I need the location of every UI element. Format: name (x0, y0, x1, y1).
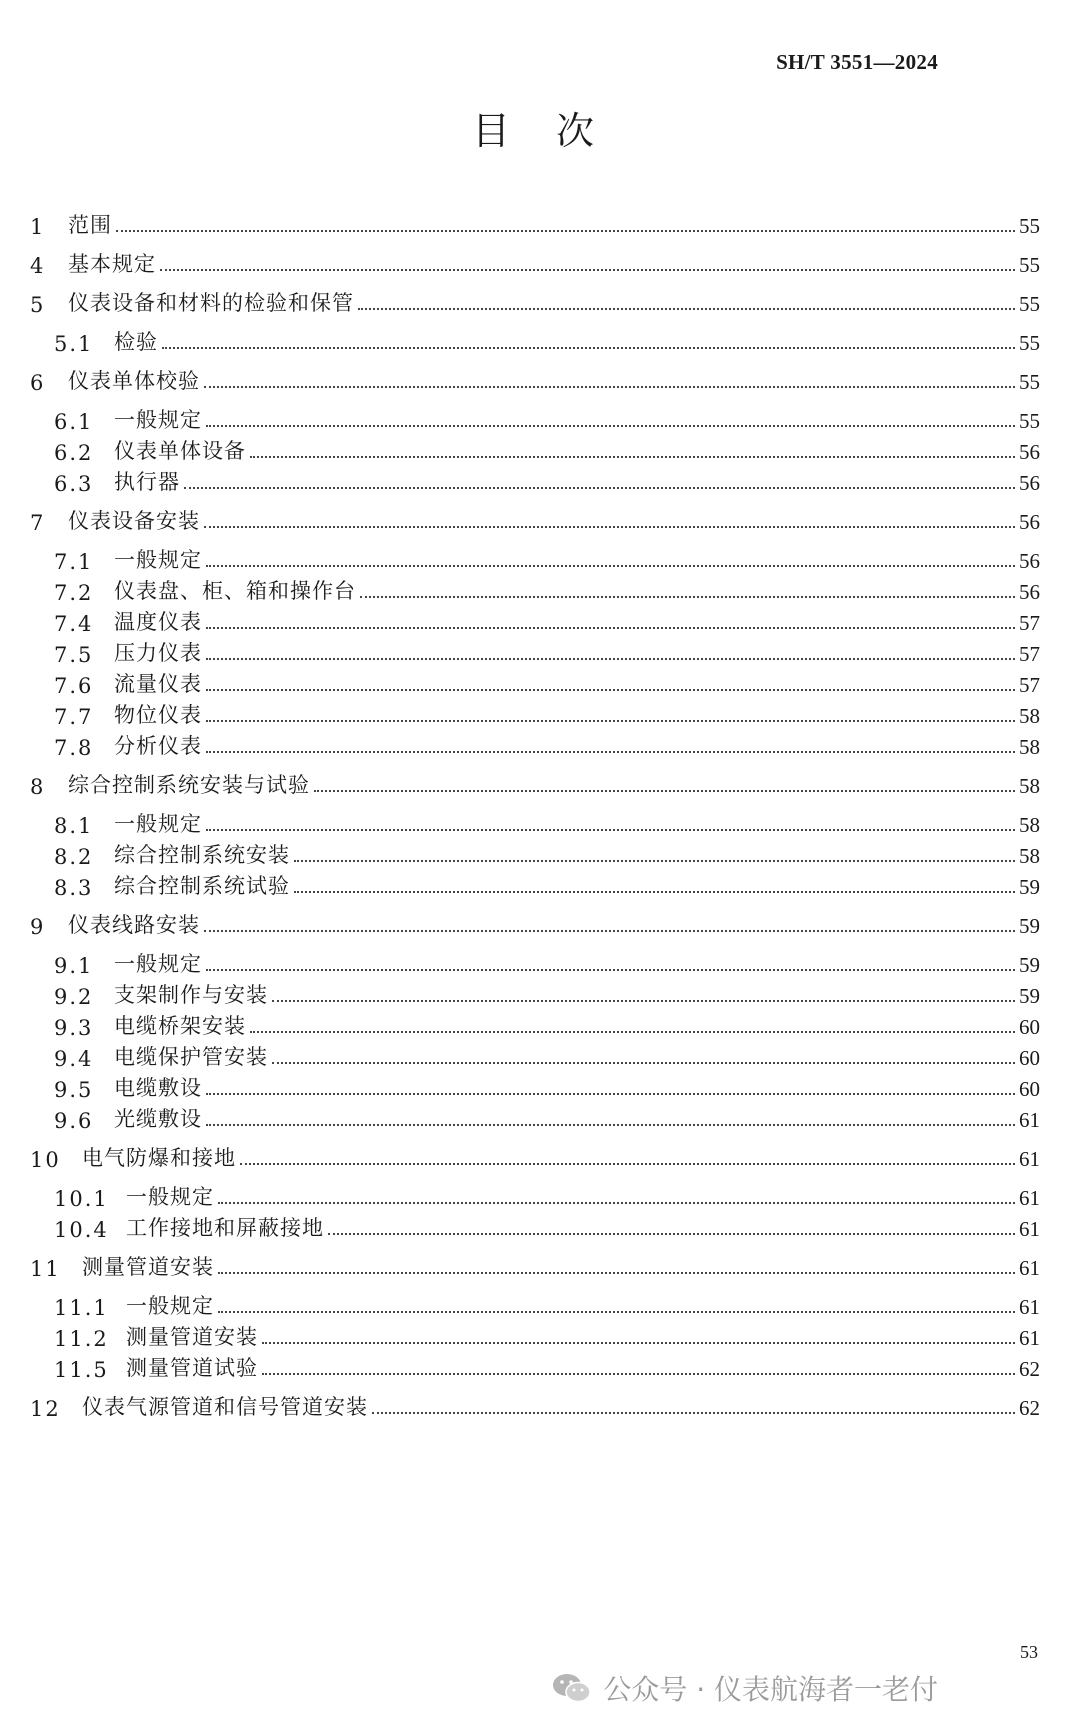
toc-page: 61 (1019, 1217, 1040, 1241)
toc-entry[interactable] (30, 1138, 1040, 1172)
toc-entry[interactable] (30, 944, 1040, 978)
toc-page: 61 (1019, 1186, 1040, 1210)
dot-leader (206, 689, 1015, 691)
toc-label: 工作接地和屏蔽接地 (126, 1216, 324, 1240)
toc-entry[interactable] (30, 361, 1040, 395)
dot-leader (206, 751, 1015, 753)
toc-page: 62 (1019, 1357, 1040, 1381)
page-number: 53 (1020, 1642, 1038, 1662)
toc-entry[interactable] (30, 866, 1040, 900)
toc-number: 9.1 (54, 954, 94, 978)
toc-label: 一般规定 (114, 408, 202, 432)
dot-leader (358, 308, 1015, 310)
toc-number: 6.2 (54, 441, 94, 465)
toc-label: 基本规定 (68, 252, 156, 276)
toc-entry[interactable] (30, 244, 1040, 278)
dot-leader (206, 425, 1015, 427)
toc-page: 56 (1019, 471, 1040, 495)
toc-label: 一般规定 (114, 548, 202, 572)
toc-page: 56 (1019, 549, 1040, 573)
toc-label: 流量仪表 (114, 672, 202, 696)
toc-label: 综合控制系统安装与试验 (68, 773, 310, 797)
toc-label: 仪表气源管道和信号管道安装 (82, 1395, 368, 1419)
toc-number: 11 (30, 1257, 61, 1281)
toc-number: 5.1 (54, 332, 94, 356)
dot-leader (206, 627, 1015, 629)
toc-entry[interactable] (30, 540, 1040, 574)
toc-number: 12 (30, 1397, 61, 1421)
toc-page: 62 (1019, 1396, 1040, 1420)
toc-entry[interactable] (30, 1099, 1040, 1133)
dot-leader (314, 790, 1015, 792)
toc-entry[interactable] (30, 695, 1040, 729)
dot-leader (206, 969, 1015, 971)
toc-page: 60 (1019, 1046, 1040, 1070)
toc-entry[interactable] (30, 1348, 1040, 1382)
toc-number: 11.2 (54, 1327, 109, 1351)
dot-leader (328, 1233, 1015, 1235)
dot-leader (162, 347, 1015, 349)
toc-label: 光缆敷设 (114, 1107, 202, 1131)
toc-label: 电气防爆和接地 (82, 1146, 236, 1170)
toc-number: 7.1 (54, 550, 94, 574)
dot-leader (204, 386, 1015, 388)
toc-page: 61 (1019, 1326, 1040, 1350)
toc-entry[interactable] (30, 571, 1040, 605)
dot-leader (250, 1031, 1015, 1033)
dot-leader (206, 1093, 1015, 1095)
toc-label: 一般规定 (114, 812, 202, 836)
toc-number: 7.2 (54, 581, 94, 605)
toc-label: 压力仪表 (114, 641, 202, 665)
toc-label: 仪表设备安装 (68, 509, 200, 533)
toc-page: 58 (1019, 704, 1040, 728)
dot-leader (262, 1342, 1015, 1344)
toc-entry[interactable] (30, 400, 1040, 434)
toc-entry[interactable] (30, 905, 1040, 939)
toc-entry[interactable] (30, 1387, 1040, 1421)
toc-label: 分析仪表 (114, 734, 202, 758)
dot-leader (262, 1373, 1015, 1375)
toc-number: 9.5 (54, 1078, 94, 1102)
dot-leader (294, 891, 1015, 893)
toc-number: 10 (30, 1148, 61, 1172)
toc-label: 支架制作与安装 (114, 983, 268, 1007)
toc-label: 仪表线路安装 (68, 913, 200, 937)
toc-page: 60 (1019, 1015, 1040, 1039)
toc-entry[interactable] (30, 1208, 1040, 1242)
toc-label: 测量管道试验 (126, 1356, 258, 1380)
toc-number: 10.1 (54, 1187, 109, 1211)
toc-label: 仪表单体校验 (68, 369, 200, 393)
toc-number: 7.8 (54, 736, 94, 760)
toc-number: 9.4 (54, 1047, 94, 1071)
toc-entry[interactable] (30, 462, 1040, 496)
toc-number: 10.4 (54, 1218, 109, 1242)
toc-label: 综合控制系统试验 (114, 874, 290, 898)
toc-number: 7 (30, 511, 46, 535)
toc-entry[interactable] (30, 501, 1040, 535)
toc-entry[interactable] (30, 1037, 1040, 1071)
toc-page: 55 (1019, 214, 1040, 238)
toc-page: 59 (1019, 875, 1040, 899)
toc-page: 58 (1019, 774, 1040, 798)
toc-page: 56 (1019, 510, 1040, 534)
toc-number: 4 (30, 254, 46, 278)
toc-page: 61 (1019, 1108, 1040, 1132)
toc-page: 59 (1019, 914, 1040, 938)
toc-number: 6.3 (54, 472, 94, 496)
toc-number: 5 (30, 293, 46, 317)
toc-number: 7.5 (54, 643, 94, 667)
toc-entry[interactable] (30, 726, 1040, 760)
toc-number: 7.4 (54, 612, 94, 636)
toc-entry[interactable] (30, 205, 1040, 239)
toc-page: 55 (1019, 292, 1040, 316)
dot-leader (218, 1311, 1015, 1313)
dot-leader (184, 487, 1015, 489)
toc-entry[interactable] (30, 835, 1040, 869)
toc-page: 60 (1019, 1077, 1040, 1101)
toc-label: 范围 (68, 213, 112, 237)
toc-page: 56 (1019, 440, 1040, 464)
toc-page: 55 (1019, 370, 1040, 394)
dot-leader (250, 456, 1015, 458)
toc-number: 8.2 (54, 845, 94, 869)
toc-number: 9.6 (54, 1109, 94, 1133)
dot-leader (294, 860, 1015, 862)
toc-number: 11.5 (54, 1358, 109, 1382)
toc-entry[interactable] (30, 431, 1040, 465)
toc-label: 综合控制系统安装 (114, 843, 290, 867)
toc-label: 电缆敷设 (114, 1076, 202, 1100)
dot-leader (204, 526, 1015, 528)
watermark-text: 公众号 · 仪表航海者一老付 (603, 1673, 938, 1706)
page-title: 目次 (471, 109, 640, 153)
dot-leader (218, 1272, 1015, 1274)
toc-label: 电缆保护管安装 (114, 1045, 268, 1069)
toc-number: 7.6 (54, 674, 94, 698)
toc-label: 检验 (114, 330, 158, 354)
toc-label: 执行器 (114, 470, 180, 494)
dot-leader (272, 1062, 1015, 1064)
toc-page: 55 (1019, 331, 1040, 355)
toc-label: 电缆桥架安装 (114, 1014, 246, 1038)
toc-page: 55 (1019, 409, 1040, 433)
toc-number: 9 (30, 915, 46, 939)
toc-page: 57 (1019, 673, 1040, 697)
toc-label: 仪表盘、柜、箱和操作台 (114, 579, 356, 603)
toc-entry[interactable] (30, 765, 1040, 799)
dot-leader (240, 1163, 1015, 1165)
toc-entry[interactable] (30, 1006, 1040, 1040)
dot-leader (218, 1202, 1015, 1204)
toc-page: 61 (1019, 1295, 1040, 1319)
toc-entry[interactable] (30, 1177, 1040, 1211)
dot-leader (360, 596, 1015, 598)
wechat-icon (551, 1671, 593, 1705)
toc-page: 58 (1019, 813, 1040, 837)
toc-number: 6.1 (54, 410, 94, 434)
dot-leader (116, 230, 1015, 232)
toc-number: 1 (30, 215, 46, 239)
toc-number: 8 (30, 775, 46, 799)
toc-label: 一般规定 (114, 952, 202, 976)
toc-label: 测量管道安装 (82, 1255, 214, 1279)
dot-leader (204, 930, 1015, 932)
toc-entry[interactable] (30, 804, 1040, 838)
toc-number: 7.7 (54, 705, 94, 729)
dot-leader (206, 565, 1015, 567)
dot-leader (372, 1412, 1015, 1414)
toc-label: 仪表设备和材料的检验和保管 (68, 291, 354, 315)
toc-page: 59 (1019, 984, 1040, 1008)
toc-number: 6 (30, 371, 46, 395)
toc-page: 55 (1019, 253, 1040, 277)
dot-leader (272, 1000, 1015, 1002)
toc-entry[interactable] (30, 602, 1040, 636)
toc-page: 61 (1019, 1256, 1040, 1280)
toc-label: 仪表单体设备 (114, 439, 246, 463)
toc-number: 8.1 (54, 814, 94, 838)
toc-label: 一般规定 (126, 1185, 214, 1209)
standard-code: SH/T 3551—2024 (776, 50, 938, 74)
toc-entry[interactable] (30, 975, 1040, 1009)
toc-label: 温度仪表 (114, 610, 202, 634)
toc-number: 9.2 (54, 985, 94, 1009)
dot-leader (206, 829, 1015, 831)
toc-page: 57 (1019, 642, 1040, 666)
dot-leader (206, 1124, 1015, 1126)
toc-page: 57 (1019, 611, 1040, 635)
toc-entry[interactable] (30, 1247, 1040, 1281)
toc-number: 9.3 (54, 1016, 94, 1040)
dot-leader (206, 658, 1015, 660)
toc-number: 11.1 (54, 1296, 109, 1320)
toc-entry[interactable] (30, 283, 1040, 317)
toc-label: 物位仪表 (114, 703, 202, 727)
toc-entry[interactable] (30, 1317, 1040, 1351)
toc-page: 58 (1019, 844, 1040, 868)
toc-page: 56 (1019, 580, 1040, 604)
toc-entry[interactable] (30, 633, 1040, 667)
toc-page: 59 (1019, 953, 1040, 977)
toc-label: 测量管道安装 (126, 1325, 258, 1349)
toc-number: 8.3 (54, 876, 94, 900)
toc-page: 58 (1019, 735, 1040, 759)
toc-page: 61 (1019, 1147, 1040, 1171)
toc-entry[interactable] (30, 1286, 1040, 1320)
watermark (551, 1668, 938, 1708)
dot-leader (160, 269, 1015, 271)
dot-leader (206, 720, 1015, 722)
toc-entry[interactable] (30, 664, 1040, 698)
toc-entry[interactable] (30, 1068, 1040, 1102)
toc-entry[interactable] (30, 322, 1040, 356)
toc-label: 一般规定 (126, 1294, 214, 1318)
